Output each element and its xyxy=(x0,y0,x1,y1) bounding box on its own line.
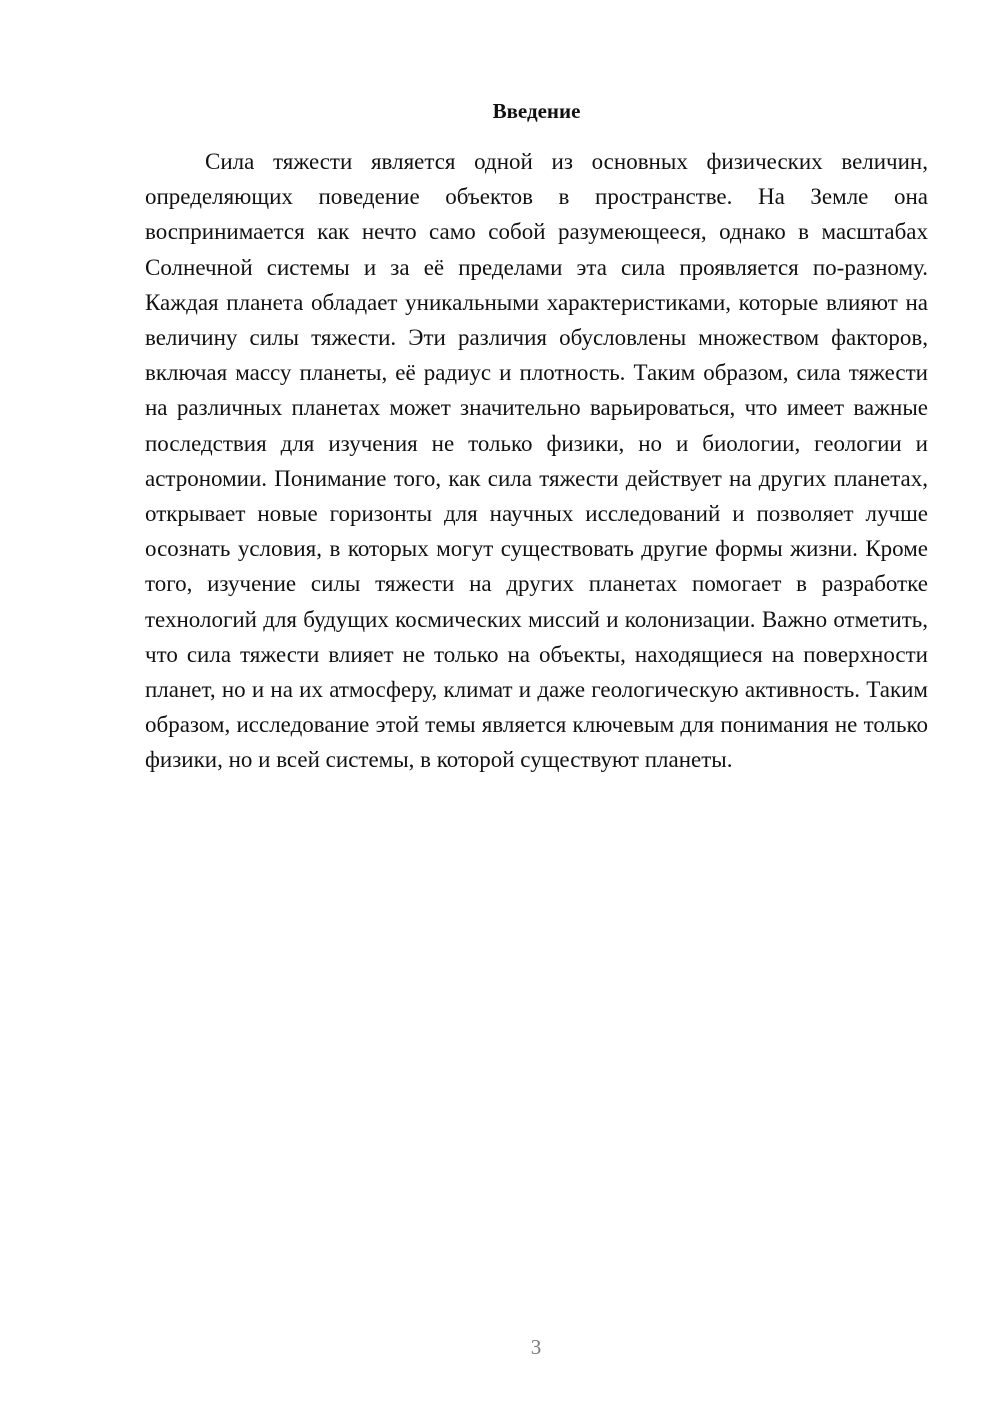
page-number: 3 xyxy=(530,1335,542,1359)
body-paragraph: Сила тяжести является одной из основных физических величин, определяющих поведение объектов в пространстве. На Земле она воспринимается как нечто само собой разумеющееся, однако в масштабах Солнечной системы и за её пределами эта сила проявляется по-разному. Каждая планета обладает уникальными характеристиками, которые влияют на величину силы тяжести. Эти различия обусловлены множеством факторов, включая массу планеты, её радиус и плотность. Таким образом, сила тяжести на различных планетах может значительно варьироваться, что имеет важные последствия для изучения не только физики, но и биологии, геологии и астрономии. Понимание того, как сила тяжести действует на других планетах, открывает новые горизонты для научных исследований и позволяет лучше осознать условия, в которых могут существовать другие формы жизни. Кроме того, изучение силы тяжести на других планетах помогает в разработке технологий для будущих космических миссий и колонизации. Важно отметить, что сила тяжести влияет не только на объекты, находящиеся на поверхности планет, но и на их атмосферу, климат и даже геологическую активность. Таким образом, исследование этой темы является ключевым для понимания не только физики, но и всей системы, в которой существуют планеты. xyxy=(145,149,928,773)
section-heading: Введение xyxy=(492,99,581,123)
